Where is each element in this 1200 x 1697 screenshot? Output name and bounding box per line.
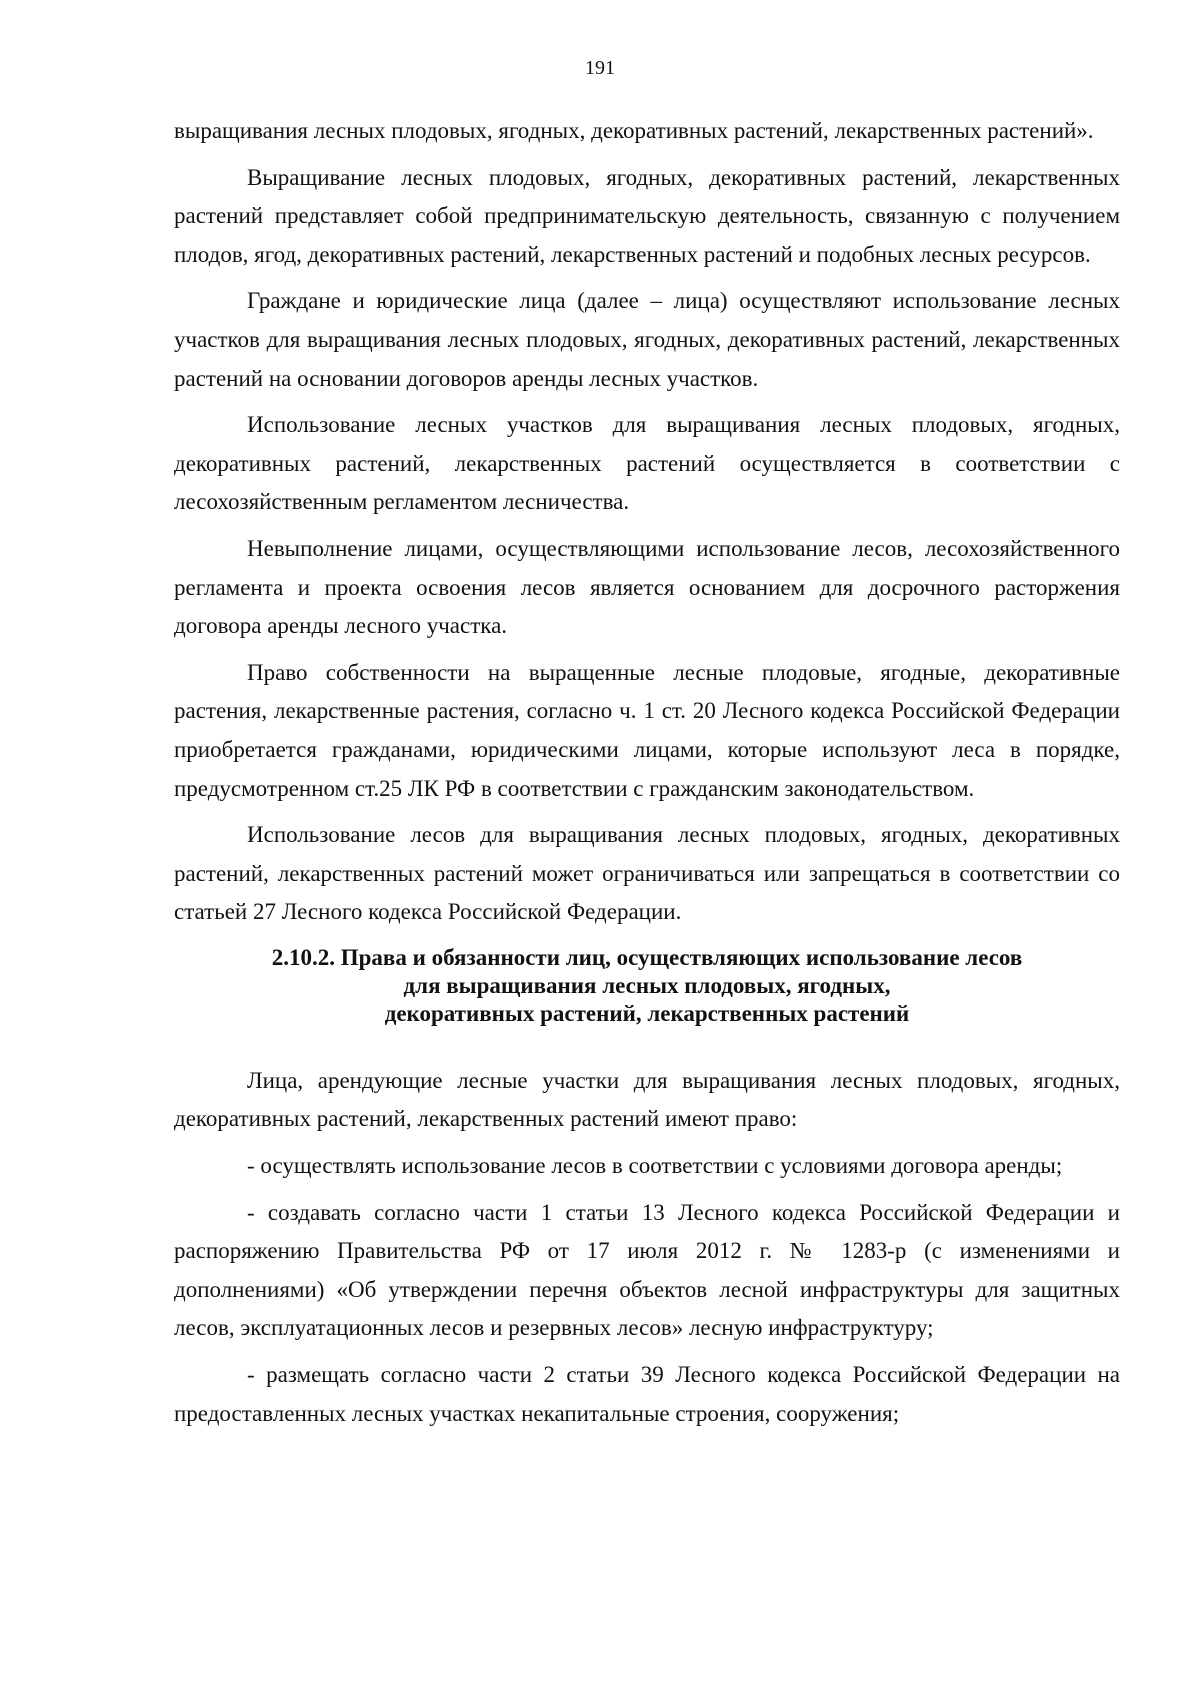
list-item: - осуществлять использование лесов в соответствии с условиями договора аренды; (247, 1153, 1063, 1179)
paragraph-continuation: выращивания лесных плодовых, ягодных, декоративных растений, лекарственных растений». (174, 118, 1094, 143)
section-heading-line: 2.10.2. Права и обязанности лиц, осуществляющих использование лесов (271, 944, 1023, 970)
paragraph: Право собственности на выращенные лесные плодовые, ягодные, декоративные растения, лекарственные растения, согласно ч. 1 ст. 20 Лесного кодекса Российской Федерации приобретается гражданами, юридическими лицами, которые используют леса в порядке, предусмотренном ст.25 ЛК РФ в соответствии с гражданским законодательством. (174, 659, 1120, 801)
page-number: 191 (585, 57, 615, 79)
list-item: - размещать согласно части 2 статьи 39 Лесного кодекса Российской Федерации на предоставленных лесных участках некапитальные строения, сооружения; (174, 1362, 1120, 1426)
document-body (174, 112, 1120, 1441)
paragraph: Граждане и юридические лица (далее – лица) осуществляют использование лесных участков для выращивания лесных плодовых, ягодных, декоративных растений, лекарственных растений на основании договоров аренды лесных участков. (174, 288, 1120, 391)
paragraph: Использование лесных участков для выращивания лесных плодовых, ягодных, декоративных растений, лекарственных растений осуществляется в соответствии с лесохозяйственным регламентом лесничества. (174, 412, 1120, 515)
paragraph: Невыполнение лицами, осуществляющими использование лесов, лесохозяйственного регламента и проекта освоения лесов является основанием для досрочного расторжения договора аренды лесного участка. (174, 535, 1120, 639)
paragraph: Лица, арендующие лесные участки для выращивания лесных плодовых, ягодных, декоративных растений, лекарственных растений имеют право: (174, 1067, 1120, 1132)
section-heading-line: декоративных растений, лекарственных растений (384, 1000, 910, 1026)
paragraph: Выращивание лесных плодовых, ягодных, декоративных растений, лекарственных растений представляет собой предпринимательскую деятельность, связанную с получением плодов, ягод, декоративных растений, лекарственных растений и подобных лесных ресурсов. (174, 164, 1120, 267)
paragraph: Использование лесов для выращивания лесных плодовых, ягодных, декоративных растений, лекарственных растений может ограничиваться или запрещаться в соответствии со статьей 27 Лесного кодекса Российской Федерации. (174, 822, 1120, 925)
section-heading (174, 944, 1120, 1028)
list-item: - создавать согласно части 1 статьи 13 Лесного кодекса Российской Федерации и распоряжению Правительства РФ от 17 июля 2012 г. № 1283-р (с изменениями и дополнениями) «Об утверждении перечня объектов лесной инфраструктуры для защитных лесов, эксплуатационных лесов и резервных лесов» лесную инфраструктуру; (174, 1199, 1120, 1341)
section-heading-line: для выращивания лесных плодовых, ягодных, (403, 972, 891, 998)
